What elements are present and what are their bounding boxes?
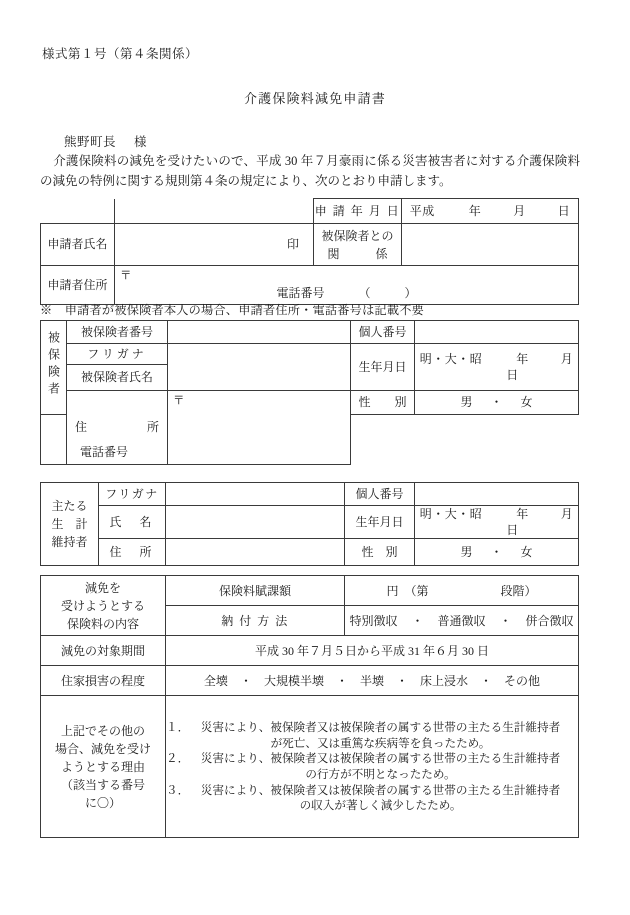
applicant-name-label: 申請者氏名	[41, 224, 115, 266]
reasons-label	[41, 696, 166, 838]
sex-separator: ・	[490, 545, 503, 560]
levy-amount-input[interactable]	[345, 576, 579, 606]
month-label: 月	[560, 351, 574, 366]
reason-item[interactable]	[166, 751, 578, 782]
breadwinner-sex-options[interactable]	[415, 539, 579, 566]
personal-number-label: 個人番号	[351, 321, 415, 344]
payment-separator: ・	[411, 613, 424, 628]
body-paragraph-text: 介護保険料の減免を受けたいので、平成 30 年７月豪雨に係る災害被害者に対する介護保険料の減免の特例に関する規則第４条の規定により、次のとおり申請します。	[40, 154, 580, 188]
breadwinner-side-label-line2: 生 計	[51, 517, 88, 532]
reasons-label-line5: に〇）	[84, 795, 121, 810]
insured-sex-options[interactable]	[415, 391, 579, 415]
breadwinner-sex-label: 性 別	[345, 539, 415, 566]
premium-levy-row	[41, 576, 579, 606]
breadwinner-side-label-line1: 主たる	[51, 499, 88, 514]
month-label: 月	[560, 507, 574, 521]
breadwinner-address-row	[41, 539, 579, 566]
reasons-label-line4: （該当する番号	[60, 777, 145, 792]
empty-cell	[115, 199, 314, 224]
reasons-list[interactable]	[166, 696, 579, 838]
reason-number: ２．	[166, 752, 190, 766]
applicant-address-label: 申請者住所	[41, 266, 115, 305]
breadwinner-name-label: 氏 名	[99, 506, 166, 539]
reduction-period-row	[41, 636, 579, 666]
housing-damage-label: 住家損害の程度	[41, 666, 166, 696]
breadwinner-side-label	[41, 483, 99, 566]
sex-male-option[interactable]: 男	[460, 545, 473, 560]
tel-open-paren: （	[358, 285, 405, 300]
relation-label-line2: 関 係	[327, 246, 388, 261]
reason-text-line1: 災害により、被保険者又は被保険者の属する世帯の主たる生計維持者	[200, 752, 561, 766]
body-paragraph	[40, 151, 580, 191]
breadwinner-address-label: 住 所	[99, 539, 166, 566]
reason-text-line1: 災害により、被保険者又は被保険者の属する世帯の主たる生計維持者	[200, 783, 561, 797]
damage-option-total[interactable]: 全壊	[203, 673, 228, 688]
relation-label-line1: 被保険者との	[321, 228, 394, 243]
payment-option-ordinary[interactable]: 普通徴収	[437, 613, 486, 628]
insured-address-label-text: 住 所	[74, 420, 165, 435]
addressee-line	[64, 132, 147, 150]
day-label: 日	[506, 368, 519, 382]
addressee-name: 熊野町長	[64, 135, 117, 149]
sex-male-option[interactable]: 男	[460, 395, 473, 410]
reason-text-line2: の行方が不明となったため。	[305, 767, 456, 781]
payment-method-options[interactable]	[345, 606, 579, 636]
applicant-table	[40, 198, 579, 305]
breadwinner-birthdate-input[interactable]	[415, 506, 579, 539]
damage-separator: ・	[396, 673, 409, 688]
breadwinner-address-input[interactable]	[166, 539, 345, 566]
reason-item[interactable]	[166, 783, 578, 814]
insured-tel-label: 電話番号	[79, 444, 128, 459]
damage-separator: ・	[335, 673, 348, 688]
breadwinner-furigana-label: フリガナ	[99, 483, 166, 506]
insured-sex-label: 性 別	[351, 391, 415, 415]
reduction-period-label: 減免の対象期間	[41, 636, 166, 666]
damage-separator: ・	[480, 673, 493, 688]
insured-address-input[interactable]	[168, 391, 351, 465]
reason-text-line2: の収入が著しく減少したため。	[299, 799, 462, 813]
housing-damage-row	[41, 666, 579, 696]
breadwinner-furigana-input[interactable]	[166, 483, 345, 506]
application-date-row	[41, 199, 579, 224]
reason-number: １．	[166, 720, 190, 734]
postal-code-icon: 〒	[173, 395, 185, 407]
levy-amount-label: 保険料賦課額	[166, 576, 345, 606]
page-title: 介護保険料減免申請書	[243, 91, 386, 106]
reasons-label-line1: 上記でその他の	[60, 723, 145, 738]
premium-content-label-line1: 減免を	[84, 580, 121, 595]
payment-option-special[interactable]: 特別徴収	[349, 613, 398, 628]
tel-label: 電話番号	[276, 285, 325, 300]
postal-code-icon: 〒	[120, 270, 132, 282]
reason-text-line2: が死亡、又は重篤な疾病等を負ったため。	[270, 736, 491, 750]
insured-number-row	[41, 321, 579, 344]
damage-option-partial[interactable]: 半壊	[359, 673, 384, 688]
month-label: 月	[513, 203, 526, 218]
form-number: 様式第１号（第４条関係）	[42, 47, 199, 61]
reasons-label-line2: 場合、減免を受け	[54, 741, 151, 756]
breadwinner-birthdate-label: 生年月日	[345, 506, 415, 539]
breadwinner-name-input[interactable]	[166, 506, 345, 539]
reasons-label-line3: ようとする理由	[60, 759, 145, 774]
year-label: 年	[516, 351, 529, 366]
breadwinner-name-row	[41, 506, 579, 539]
damage-option-other[interactable]: その他	[504, 673, 541, 688]
insured-side-label-text: 被保険者	[46, 331, 61, 400]
levy-yen-text: 円 （第	[386, 583, 429, 598]
reason-number: ３．	[166, 783, 190, 797]
year-label: 年	[516, 507, 529, 521]
reduction-period-value: 平成 30 年７月５日から平成 31 年６月 30 日	[166, 636, 579, 666]
insured-side-label	[41, 321, 67, 415]
applicant-name-row	[41, 224, 579, 266]
insured-furigana-row	[41, 344, 579, 365]
insured-name-input[interactable]	[168, 344, 351, 391]
day-label: 日	[557, 203, 571, 218]
breadwinner-personal-number-label: 個人番号	[345, 483, 415, 506]
era-options: 明・大・昭	[419, 351, 483, 366]
payment-method-label: 納 付 方 法	[166, 606, 345, 636]
insured-number-label: 被保険者番号	[67, 321, 168, 344]
application-date-label: 申 請 年 月 日	[314, 199, 402, 224]
applicant-address-row	[41, 266, 579, 305]
applicant-name-input[interactable]	[115, 224, 314, 266]
payment-option-combined[interactable]: 併合徴収	[525, 613, 574, 628]
insured-furigana-label: フリガナ	[67, 344, 168, 365]
premium-content-label-line3: 保険料の内容	[66, 616, 139, 631]
year-label: 年	[468, 203, 482, 218]
insured-birthdate-input[interactable]	[415, 344, 579, 391]
day-label: 日	[506, 523, 519, 538]
table-gap-row	[41, 566, 579, 576]
note-text: ※ 申請者が被保険者本人の場合、申請者住所・電話番号は記載不要	[40, 303, 425, 317]
sex-female-option[interactable]: 女	[520, 545, 533, 560]
sex-female-option[interactable]: 女	[520, 395, 533, 410]
applicant-address-input[interactable]	[115, 266, 579, 305]
reason-item[interactable]	[166, 720, 578, 751]
reason-text-line1: 災害により、被保険者又は被保険者の属する世帯の主たる生計維持者	[200, 720, 561, 734]
empty-cell	[41, 199, 115, 224]
payment-separator: ・	[499, 613, 512, 628]
breadwinner-side-label-line3: 維持者	[51, 535, 88, 550]
insured-person-table	[40, 320, 579, 465]
relation-label	[314, 224, 402, 266]
housing-damage-options[interactable]	[166, 666, 579, 696]
tel-close-paren: ）	[404, 285, 417, 300]
breadwinner-furigana-row	[41, 483, 579, 506]
seal-mark: 印	[286, 237, 299, 252]
damage-option-large-partial[interactable]: 大規模半壊	[263, 673, 324, 688]
era-options: 明・大・昭	[419, 507, 483, 521]
insured-birthdate-label: 生年月日	[351, 344, 415, 391]
sex-separator: ・	[490, 395, 503, 410]
relation-input[interactable]	[402, 224, 579, 266]
spacer-cell	[41, 566, 579, 576]
insured-sex-row	[41, 391, 579, 415]
breadwinner-premium-table	[40, 482, 579, 838]
damage-option-flood[interactable]: 床上浸水	[420, 673, 469, 688]
personal-number-input[interactable]	[415, 321, 579, 344]
applicant-tel-line	[115, 285, 578, 301]
premium-content-label-line2: 受けようとする	[60, 598, 145, 613]
insured-name-label: 被保険者氏名	[67, 365, 168, 391]
breadwinner-personal-number-input[interactable]	[415, 483, 579, 506]
levy-stage-text: 段階）	[500, 583, 537, 598]
era-label: 平成	[409, 203, 435, 218]
premium-content-label	[41, 576, 166, 636]
application-date-field[interactable]	[402, 199, 579, 224]
insured-number-input[interactable]	[168, 321, 351, 344]
addressee-honorific: 様	[134, 135, 148, 149]
damage-separator: ・	[239, 673, 252, 688]
reasons-row	[41, 696, 579, 838]
